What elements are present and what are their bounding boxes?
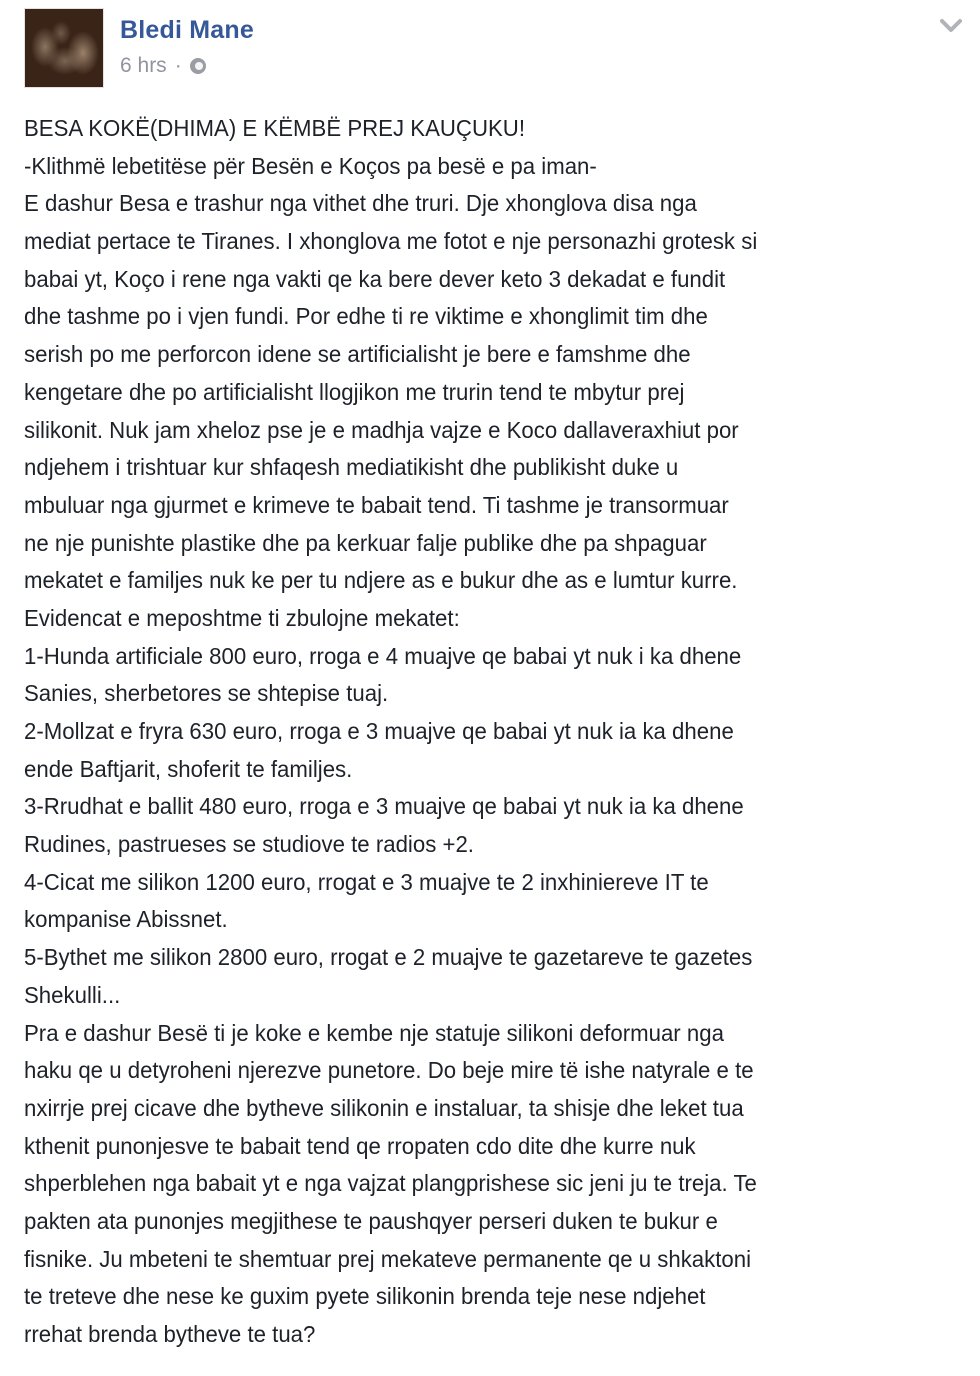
- list-item-3: 3-Rrudhat e ballit 480 euro, rroga e 3 muajve qe babai yt nuk ia ka dhene: [24, 793, 744, 820]
- chevron-down-icon[interactable]: [938, 16, 964, 36]
- post-meta: [120, 54, 206, 78]
- post-timestamp[interactable]: 6 hrs: [120, 54, 167, 77]
- post-text-line: kthenit punonjesve te babait tend qe rropaten cdo dite dhe kurre nuk: [24, 1132, 696, 1159]
- list-item-2-cont: ende Baftjarit, shoferit te familjes.: [24, 755, 353, 782]
- post-text-line: nxirrje prej cicave dhe bytheve silikonin e instaluar, ta shisje dhe leket tua: [24, 1094, 744, 1121]
- post-text-line: mekatet e familjes nuk ke per tu ndjere as e bukur dhe as e lumtur kurre.: [24, 567, 738, 594]
- post-text-line: rrehat brenda bytheve te tua?: [24, 1321, 316, 1347]
- post-text-line: E dashur Besa e trashur nga vithet dhe truri. Dje xhonglova disa nga: [24, 190, 697, 217]
- post-text-line: Pra e dashur Besë ti je koke e kembe nje statuje silikoni deformuar nga: [24, 1019, 724, 1046]
- list-item-5-cont: Shekulli...: [24, 981, 121, 1008]
- author-avatar[interactable]: [24, 8, 104, 88]
- list-item-5: 5-Bythet me silikon 2800 euro, rrogat e 2 muajve te gazetareve te gazetes: [24, 944, 753, 971]
- post-text-line: te treteve dhe nese ke guxim pyete silikonin brenda teje nese ndjehet: [24, 1283, 706, 1310]
- post-text-line: babai yt, Koço i rene nga vakti qe ka bere dever keto 3 dekadat e fundit: [24, 265, 726, 292]
- meta-separator: ·: [174, 54, 182, 77]
- post-header: [24, 8, 964, 90]
- post-text-line: mbuluar nga gjurmet e krimeve te babait tend. Ti tashme je transormuar: [24, 491, 729, 518]
- post-text-line: ne nje punishte plastike dhe pa kerkuar falje publike dhe pa shpaguar: [24, 529, 707, 556]
- list-item-4: 4-Cicat me silikon 1200 euro, rrogat e 3 muajve te 2 inxhiniereve IT te: [24, 868, 709, 895]
- author-name-link[interactable]: Bledi Mane: [120, 16, 254, 44]
- list-item-1-cont: Sanies, sherbetores se shtepise tuaj.: [24, 680, 389, 707]
- post-text-line: pakten ata punonjes megjithese te paushqyer perseri duken te bukur e: [24, 1207, 718, 1234]
- post-title-line: BESA KOKË(DHIMA) E KËMBË PREJ KAUÇUKU!: [24, 115, 526, 141]
- post-text-line: kengetare dhe po artificialisht llogjikon me trurin tend te mbytur prej: [24, 378, 685, 405]
- list-item-4-cont: kompanise Abissnet.: [24, 906, 228, 933]
- post-text-line: shperblehen nga babait yt e nga vajzat plangprishese sic jeni ju te treja. Te: [24, 1170, 757, 1197]
- list-item-2: 2-Mollzat e fryra 630 euro, rroga e 3 muajve qe babai yt nuk ia ka dhene: [24, 718, 734, 744]
- post-text-line: fisnike. Ju mbeteni te shemtuar prej mekateve permanente qe u shkaktoni: [24, 1245, 752, 1272]
- post-text-line: Evidencat e meposhtme ti zbulojne mekatet:: [24, 604, 460, 631]
- list-item-3-cont: Rudines, pastrueses se studiove te radios +2.: [24, 831, 474, 858]
- post-text-line: mediat pertace te Tiranes. I xhonglova me fotot e nje personazhi grotesk si: [24, 228, 758, 255]
- post-body: [24, 110, 969, 1354]
- post-text-line: haku qe u detyroheni njerezve punetore. Do beje mire të ishe natyrale e te: [24, 1057, 754, 1084]
- globe-icon[interactable]: [190, 58, 206, 74]
- post-subtitle-line: -Klithmë lebetitëse për Besën e Koços pa besë e pa iman-: [24, 152, 597, 179]
- post-text-line: dhe tashme po i vjen fundi. Por edhe ti re viktime e xhonglimit tim dhe: [24, 303, 708, 330]
- post-text-line: silikonit. Nuk jam xheloz pse je e madhja vajze e Koco dallaveraxhiut por: [24, 416, 739, 443]
- post-text-line: ndjehem i trishtuar kur shfaqesh mediatikisht dhe publikisht duke u: [24, 454, 679, 481]
- post-text-line: serish po me perforcon idene se artificialisht je bere e famshme dhe: [24, 341, 691, 368]
- list-item-1: 1-Hunda artificiale 800 euro, rroga e 4 muajve qe babai yt nuk i ka dhene: [24, 642, 742, 669]
